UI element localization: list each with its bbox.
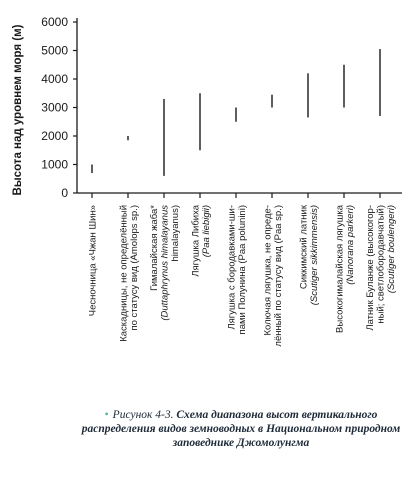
category-label-line: Гималайская жаба*	[149, 205, 160, 291]
category-label-line: Каскадницы, не определённый	[118, 205, 130, 342]
y-axis-title: Высота над уровнем моря (м)	[12, 24, 24, 196]
category-label	[226, 205, 248, 334]
category-label	[190, 204, 212, 276]
caption-title: Схема диапазона высот вертикального распределения видов земноводных в Национальном природном заповеднике Джомолунгма	[81, 409, 401, 449]
category-label-line: Латник Буланже (высокогор-	[365, 205, 376, 331]
caption-label: Рисунок 4-3.	[112, 409, 174, 421]
category-label	[298, 204, 320, 305]
y-tick-label: 4000	[41, 72, 68, 86]
category-label	[365, 205, 397, 331]
caption-bullet-icon: •	[104, 409, 109, 421]
category-label-line: ный; светлобородавчатый)	[375, 205, 387, 324]
category-label	[334, 204, 356, 333]
category-label-line: himalayanus)	[170, 205, 181, 262]
category-label-line: (Duttaphrynus himalayanus	[159, 205, 171, 321]
category-label-line: Чесночница «Чжан Шин»	[87, 205, 99, 317]
y-tick-label: 1000	[41, 157, 68, 172]
category-label-line: (Paa liebigii)	[200, 205, 212, 258]
category-label	[149, 205, 181, 321]
y-tick-label: 6000	[41, 15, 68, 29]
y-tick-label: 5000	[41, 43, 68, 58]
category-label-line: (Scutiger boulengeri)	[386, 205, 397, 294]
category-label-line: Колючая лягушка, не опреде-	[262, 205, 274, 336]
y-tick-label: 3000	[41, 100, 68, 115]
category-label	[262, 205, 284, 347]
category-label-line: пами Полунина (Paa polunini)	[236, 205, 248, 335]
category-label-line: (Nanorana parkeri)	[344, 205, 356, 285]
category-label-line: Высокогималайская лягушка	[334, 205, 346, 333]
category-label	[88, 205, 99, 316]
category-label-line: по статусу вид (Amolops sp.)	[128, 205, 140, 331]
category-label-line: Сиккимский латник	[298, 205, 310, 290]
category-label	[118, 205, 140, 342]
category-label-line: Лягушка Либиха	[190, 205, 202, 277]
category-label-line: (Scutiger sikkimmensis)	[308, 205, 320, 306]
category-label-line: Лягушка с бородавками-ши-	[226, 205, 238, 330]
figure-caption	[80, 408, 402, 450]
category-label-line: лённый по статусу вид (Paa sp.)	[272, 205, 284, 347]
y-tick-label: 2000	[41, 129, 68, 143]
y-tick-label: 0	[61, 186, 68, 200]
